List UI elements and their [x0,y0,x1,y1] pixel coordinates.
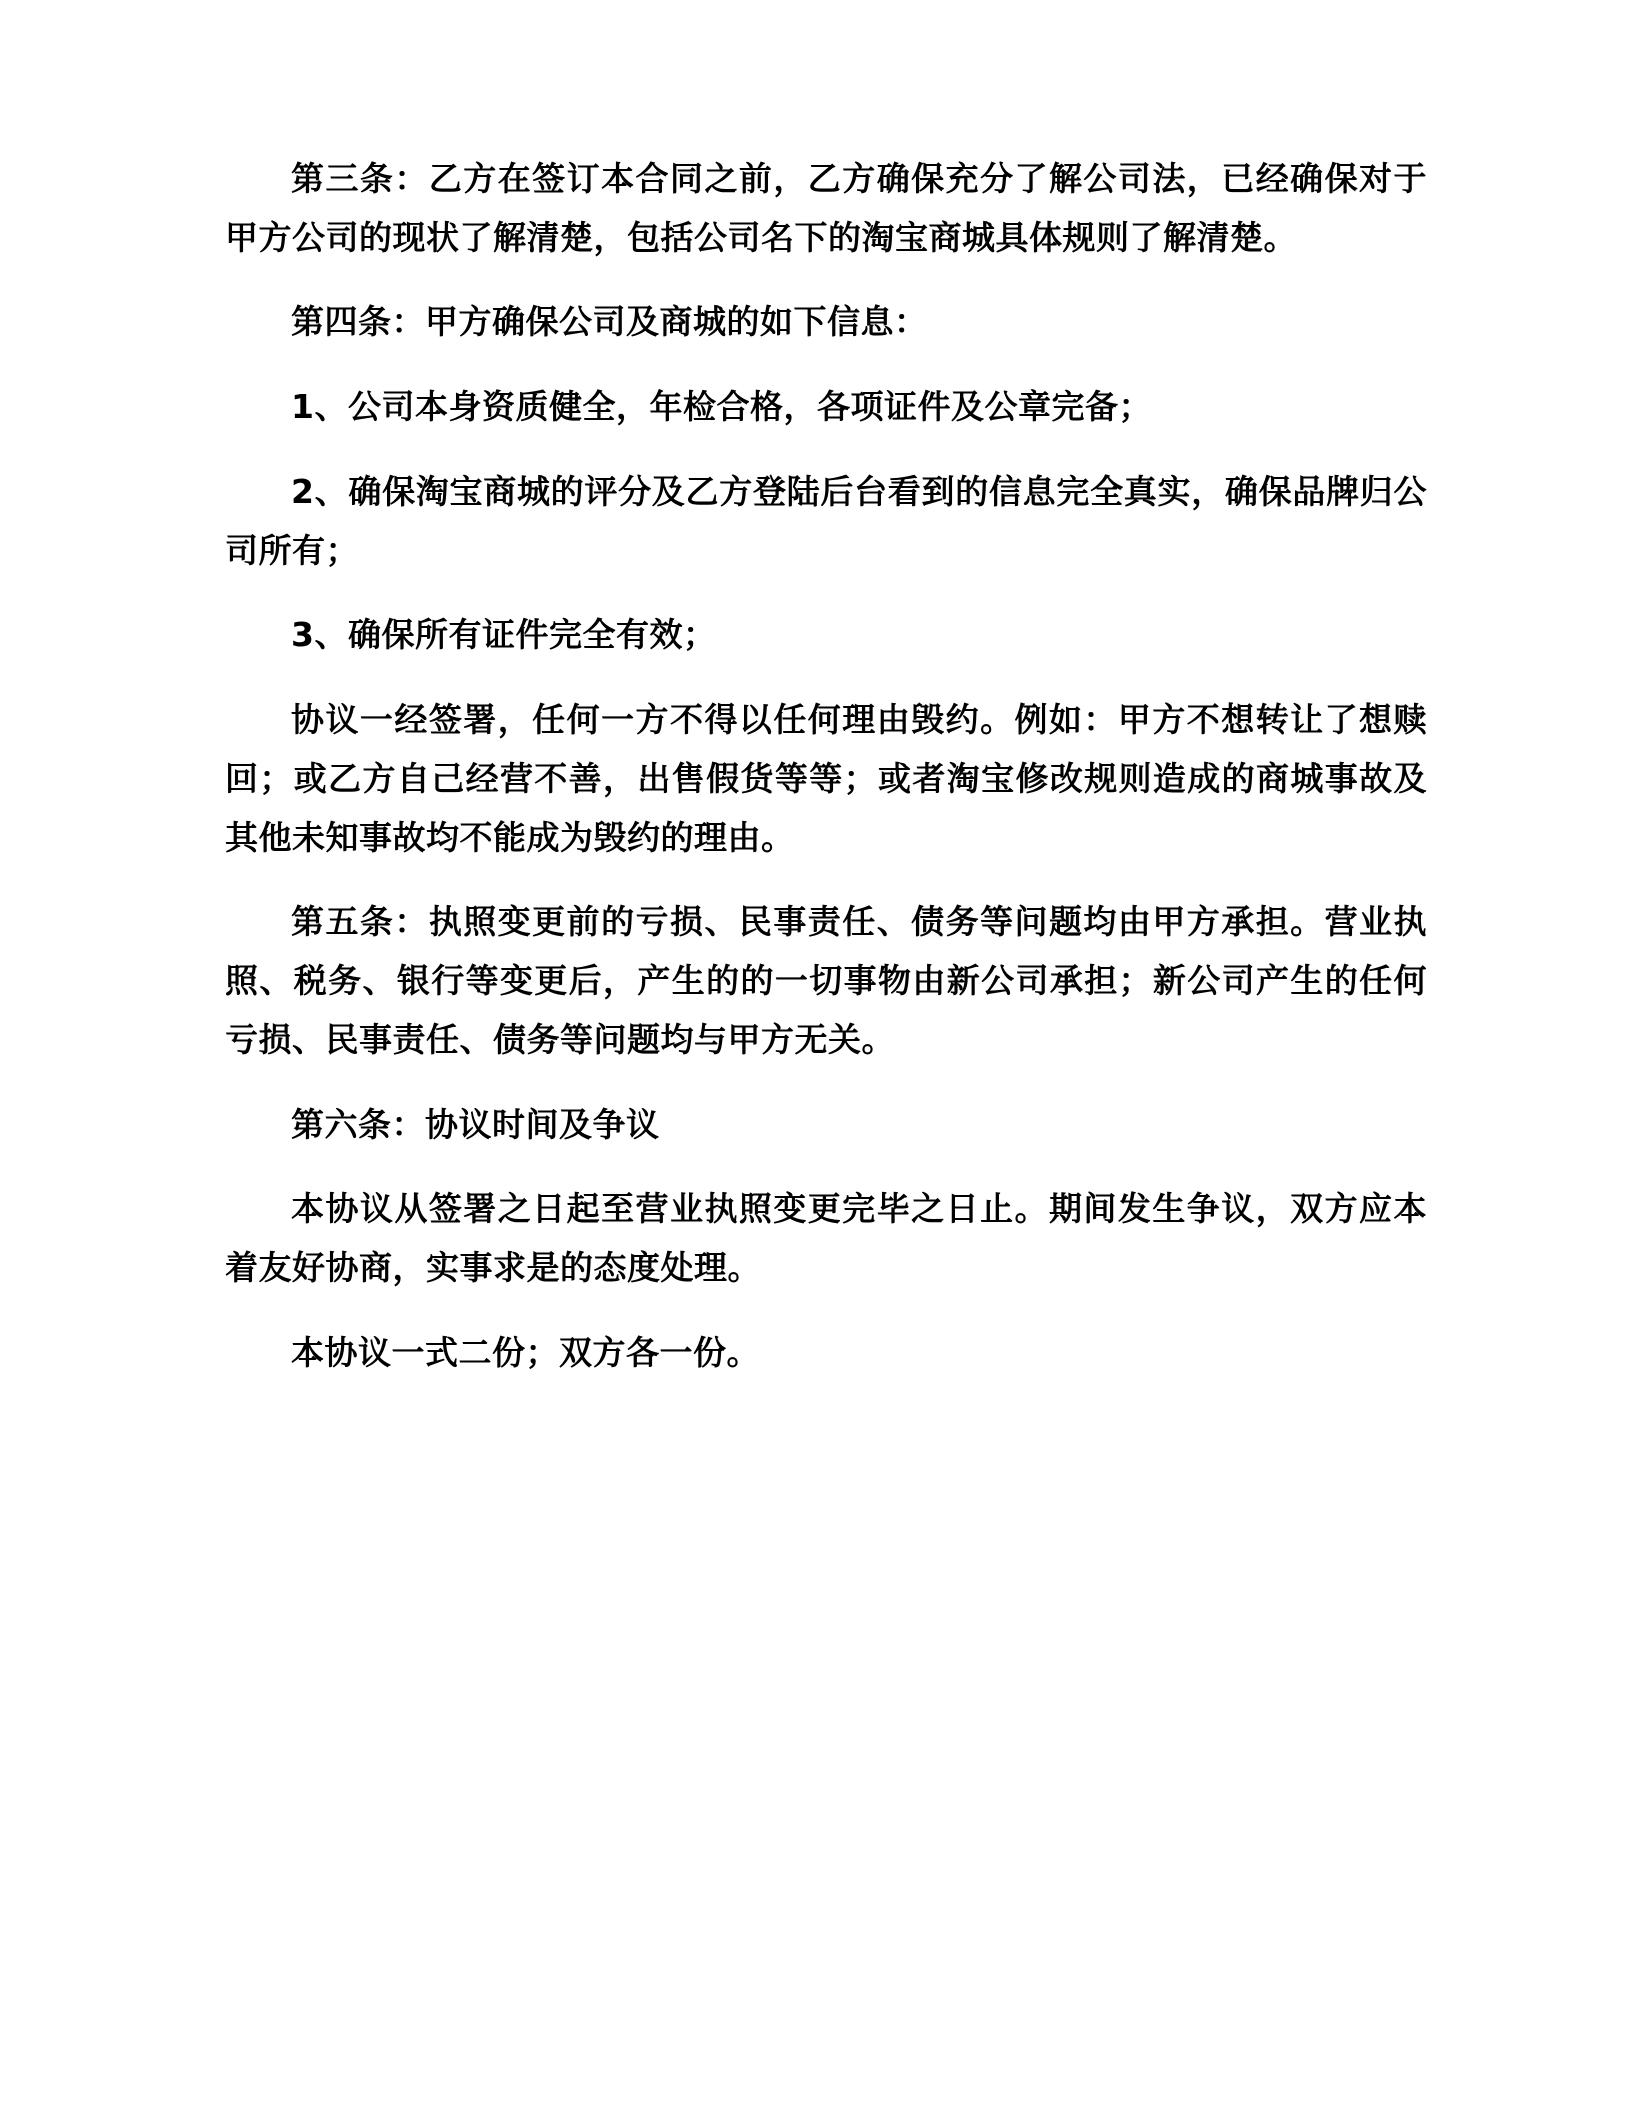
paragraph-article-three: 第三条：乙方在签订本合同之前，乙方确保充分了解公司法，已经确保对于甲方公司的现状了解清楚，包括公司名下的淘宝商城具体规则了解清楚。 [225,159,1427,257]
paragraph-breach-terms: 协议一经签署，任何一方不得以任何理由毁约。例如：甲方不想转让了想赎回；或乙方自己经营不善，出售假货等等；或者淘宝修改规则造成的商城事故及其他未知事故均不能成为毁约的理由。 [225,700,1427,857]
paragraph-item-2: 2、确保淘宝商城的评分及乙方登陆后台看到的信息完全真实，确保品牌归公司所有； [225,471,1427,570]
paragraph-article-six-heading: 第六条：协议时间及争议 [291,1104,660,1144]
paragraph-item-3: 3、确保所有证件完全有效； [291,615,717,655]
paragraph-copies: 本协议一式二份；双方各一份。 [291,1332,760,1372]
paragraph-article-five: 第五条：执照变更前的亏损、民事责任、债务等问题均由甲方承担。营业执照、税务、银行等变更后，产生的的一切事物由新公司承担；新公司产生的任何亏损、民事责任、债务等问题均与甲方无关。 [225,902,1427,1059]
paragraph-duration-dispute: 本协议从签署之日起至营业执照变更完毕之日止。期间发生争议，双方应本着友好协商，实事求是的态度处理。 [225,1189,1427,1288]
paragraph-item-1: 1、公司本身资质健全，年检合格，各项证件及公章完备； [291,387,1152,427]
document-body [225,150,1427,1382]
paragraph-article-four: 第四条：甲方确保公司及商城的如下信息： [291,302,928,342]
